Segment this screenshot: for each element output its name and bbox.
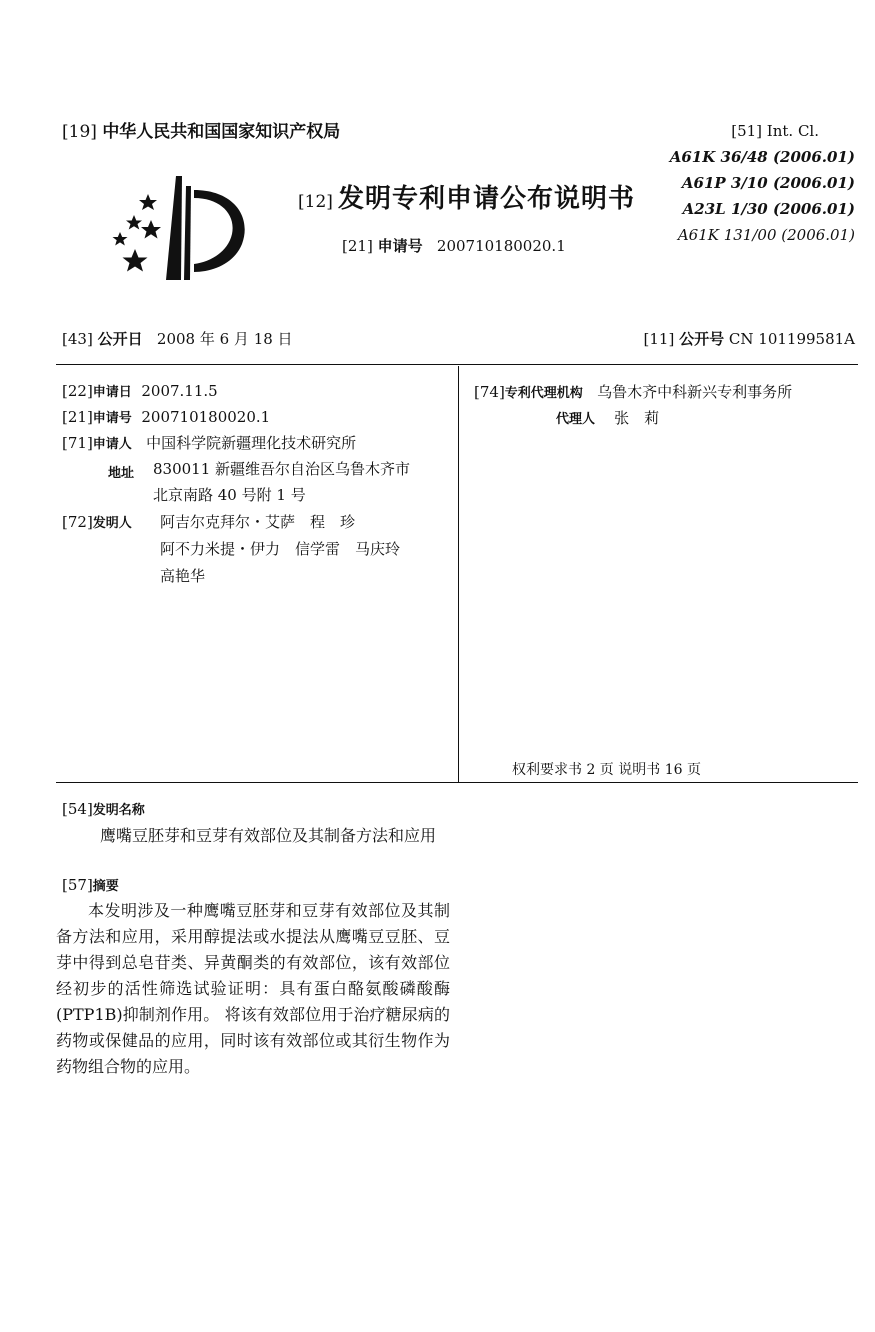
header-app-no: [342, 236, 566, 256]
publication-date-label: 公开日: [97, 330, 143, 348]
header-app-no-label: 申请号: [377, 237, 423, 255]
divider: [56, 782, 858, 783]
abstract-text: 本发明涉及一种鹰嘴豆胚芽和豆芽有效部位及其制备方法和应用，采用醇提法或水提法从鹰嘴豆豆胚、豆芽中得到总皂苷类、异黄酮类的有效部位，该有效部位经初步的活性筛选试验证明：具有蛋白酪氨酸磷酸酶(PTP1B)抑制剂作用。 将该有效部位用于治疗糖尿病的药物或保健品的应用，同时该有效部位或其衍生物作为药物组合物的应用。: [56, 901, 450, 1076]
doc-type-code: [12]: [298, 192, 333, 212]
classification-label: Int. Cl.: [766, 122, 819, 140]
invention-title: 鹰嘴豆胚芽和豆芽有效部位及其制备方法和应用: [100, 826, 437, 845]
classification-code: [51]: [731, 122, 763, 140]
address-line: 830011 新疆维吾尔自治区乌鲁木齐市: [153, 460, 411, 478]
abstract-code: [57]: [62, 876, 93, 894]
doc-type-header: [298, 182, 635, 216]
classification-item: A61K 36/48 (2006.01): [669, 148, 855, 166]
app-no-label: 申请号: [92, 411, 132, 426]
doc-type-title: 发明专利申请公布说明书: [338, 184, 636, 214]
header-app-no-value: 200710180020.1: [436, 237, 566, 255]
filing-date-code: [22]: [62, 382, 93, 400]
publication-no-value: CN 101199581A: [728, 330, 855, 348]
inventors-code: [72]: [62, 513, 93, 531]
application-number: [62, 407, 270, 429]
title-code: [54]: [62, 800, 93, 818]
agency-label: 专利代理机构: [504, 386, 583, 401]
office-code: [19]: [62, 122, 97, 142]
agency-value: 乌鲁木齐中科新兴专利事务所: [597, 383, 793, 401]
inventors-label: 发明人: [92, 516, 132, 531]
filing-date-label: 申请日: [92, 385, 132, 400]
office-header: [62, 122, 340, 142]
applicant-code: [71]: [62, 434, 93, 452]
classification-item: A61P 3/10 (2006.01): [681, 174, 855, 192]
agent-label: 代理人: [556, 412, 596, 427]
title-label: 发明名称: [92, 803, 145, 818]
patent-agent: [556, 408, 659, 430]
invention-title-header: [62, 799, 145, 821]
applicant: [62, 433, 356, 455]
divider: [56, 364, 858, 365]
publication-date-code: [43]: [62, 330, 93, 348]
address-label: 地址: [108, 466, 135, 481]
app-no-value: 200710180020.1: [141, 408, 271, 426]
filing-date-value: 2007.11.5: [141, 382, 218, 400]
applicant-label: 申请人: [92, 437, 132, 452]
cnipa-logo-icon: [104, 172, 254, 284]
inventors: [62, 512, 132, 534]
filing-date: [62, 381, 218, 403]
publication-date: [62, 329, 293, 349]
classification-item: A61K 131/00 (2006.01): [677, 226, 855, 244]
abstract-header: [62, 875, 119, 897]
inventors-line: 阿不力米提・伊力 信学雷 马庆玲: [160, 540, 401, 558]
office-name: 中华人民共和国国家知识产权局: [102, 122, 341, 142]
classification-header: [731, 118, 819, 144]
header-app-no-code: [21]: [342, 237, 373, 255]
address-line: 北京南路 40 号附 1 号: [153, 486, 306, 504]
classification-item: A23L 1/30 (2006.01): [682, 200, 855, 218]
applicant-value: 中国科学院新疆理化技术研究所: [146, 434, 357, 452]
abstract-label: 摘要: [92, 879, 119, 894]
inventors-line: 高艳华: [160, 567, 206, 585]
page-count: 权利要求书 2 页 说明书 16 页: [512, 762, 701, 778]
agent-value: 张 莉: [614, 409, 660, 427]
app-no-code: [21]: [62, 408, 93, 426]
patent-agency: [474, 382, 792, 404]
publication-no-label: 公开号: [679, 330, 725, 348]
publication-no-code: [11]: [643, 330, 675, 348]
publication-number: [644, 329, 855, 349]
inventors-line: 阿吉尔克拜尔・艾萨 程 珍: [160, 513, 356, 531]
publication-date-value: 2008 年 6 月 18 日: [156, 330, 293, 348]
agency-code: [74]: [474, 383, 505, 401]
column-divider: [458, 366, 459, 782]
